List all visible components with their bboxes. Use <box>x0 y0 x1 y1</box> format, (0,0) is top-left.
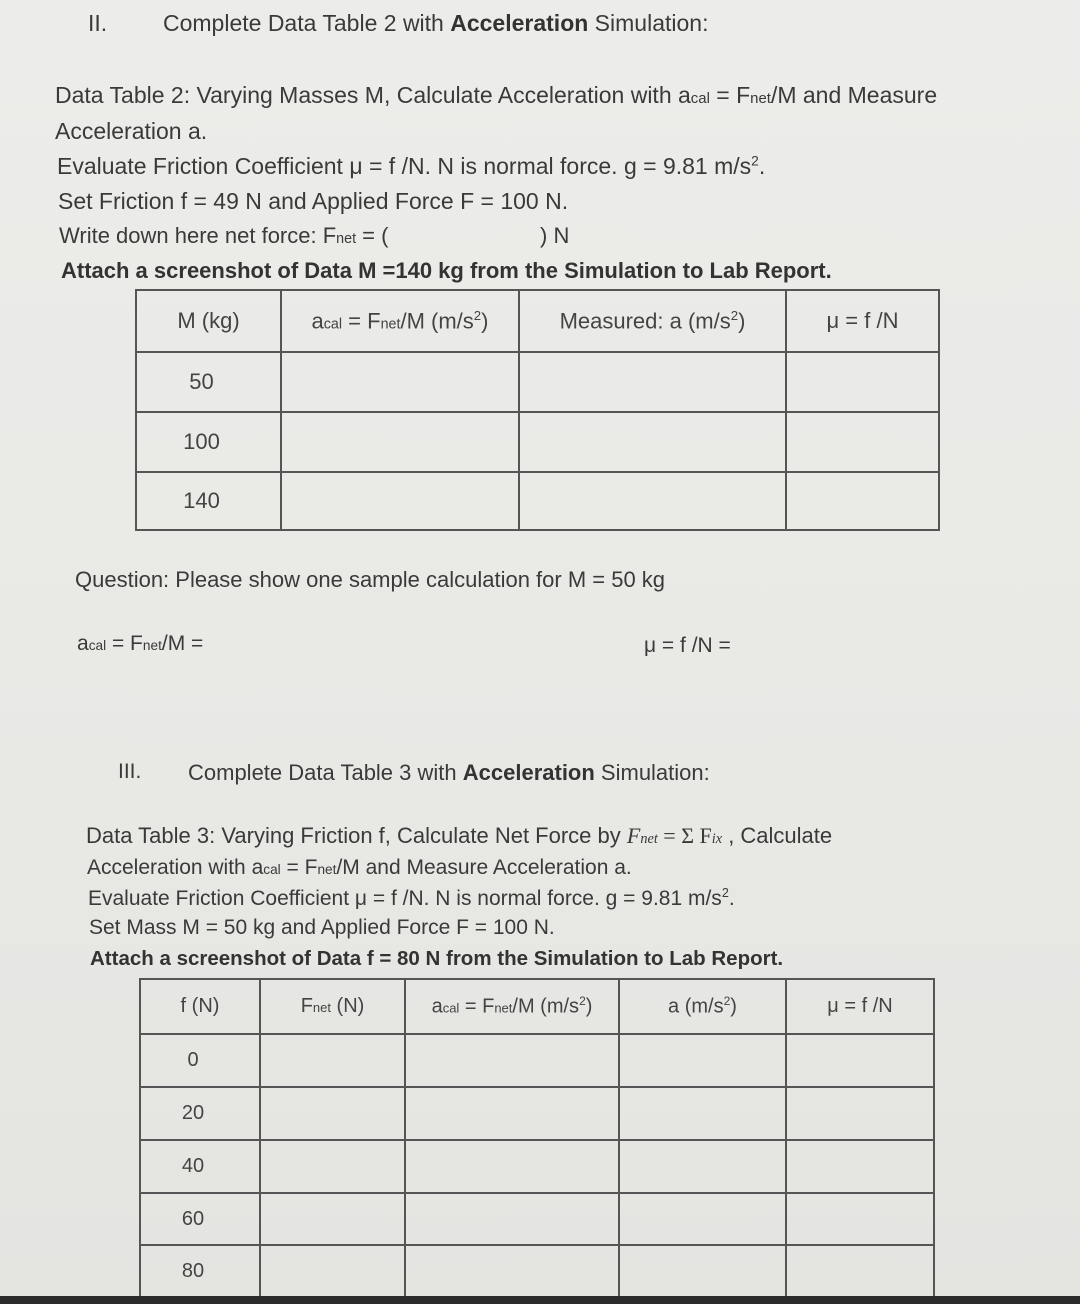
acal-calculation-prompt: acal = Fnet/M = <box>77 632 204 655</box>
net-force-input-cell[interactable] <box>260 1034 405 1087</box>
sample-calculation-question: Question: Please show one sample calculation for M = 50 kg <box>75 567 666 592</box>
table-2-description-line-2: Acceleration a. <box>55 118 208 144</box>
table-3-description-line-2: Acceleration with acal = Fnet/M and Measure Acceleration a. <box>87 856 632 879</box>
header-acal: acal = Fnet/M $(m/s^2)$ <box>405 979 619 1034</box>
net-force-prompt: Write down here net force: Fnet = ( <box>59 223 389 248</box>
table-header-row <box>140 979 934 1034</box>
table-3-friction-line: Evaluate Friction Coefficient μ = f /N. N is normal force. g = 9.81 $m/s^2$. <box>88 886 735 910</box>
table-row <box>140 1245 934 1297</box>
table-3-set-line: Set Mass M = 50 kg and Applied Force F = 100 N. <box>89 916 555 939</box>
mu-input-cell[interactable] <box>786 352 939 412</box>
header-measured-a: a $(m/s^2)$ <box>619 979 786 1034</box>
acal-input-cell[interactable] <box>281 352 519 412</box>
measured-input-cell[interactable] <box>619 1193 786 1245</box>
net-force-input-cell[interactable] <box>260 1193 405 1245</box>
friction-cell: 0 <box>140 1034 260 1087</box>
header-mu: μ = f /N <box>786 290 939 352</box>
table-2-friction-line: Evaluate Friction Coefficient μ = f /N. N is normal force. g = 9.81 $m/s^2$. <box>57 153 766 179</box>
net-force-input-cell[interactable] <box>260 1140 405 1193</box>
section-3-title: Complete Data Table 3 with Acceleration Simulation: <box>188 760 710 785</box>
data-table-3 <box>139 978 935 1298</box>
acal-input-cell[interactable] <box>405 1034 619 1087</box>
friction-cell: 60 <box>140 1193 260 1245</box>
mu-calculation-prompt: μ = f /N = <box>644 634 731 657</box>
measured-input-cell[interactable] <box>619 1087 786 1140</box>
table-row <box>140 1087 934 1140</box>
measured-input-cell[interactable] <box>619 1034 786 1087</box>
mu-input-cell[interactable] <box>786 412 939 472</box>
friction-cell: 40 <box>140 1140 260 1193</box>
acal-input-cell[interactable] <box>405 1087 619 1140</box>
net-force-unit: ) N <box>540 223 570 248</box>
measured-input-cell[interactable] <box>519 352 786 412</box>
table-3-attach-instruction: Attach a screenshot of Data f = 80 N from the Simulation to Lab Report. <box>90 947 784 970</box>
table-row <box>140 1193 934 1245</box>
mass-cell: 50 <box>136 352 281 412</box>
header-mass: M (kg) <box>136 290 281 352</box>
mu-input-cell[interactable] <box>786 1245 934 1297</box>
table-row <box>136 352 939 412</box>
table-header-row <box>136 290 939 352</box>
table-2-set-line: Set Friction f = 49 N and Applied Force F = 100 N. <box>58 188 569 214</box>
friction-cell: 20 <box>140 1087 260 1140</box>
measured-input-cell[interactable] <box>519 412 786 472</box>
net-force-input-cell[interactable] <box>260 1087 405 1140</box>
header-friction: f (N) <box>140 979 260 1034</box>
mu-input-cell[interactable] <box>786 1034 934 1087</box>
header-mu: μ = f /N <box>786 979 934 1034</box>
mu-input-cell[interactable] <box>786 472 939 530</box>
acal-input-cell[interactable] <box>405 1193 619 1245</box>
measured-input-cell[interactable] <box>619 1245 786 1297</box>
acal-input-cell[interactable] <box>405 1140 619 1193</box>
friction-cell: 80 <box>140 1245 260 1297</box>
section-3-number: III. <box>118 760 142 783</box>
table-row <box>140 1140 934 1193</box>
section-2-number: II. <box>88 10 108 36</box>
table-2-attach-instruction: Attach a screenshot of Data M =140 kg from the Simulation to Lab Report. <box>61 258 832 283</box>
table-3-description-line-1: Data Table 3: Varying Friction f, Calculate Net Force by Fnet = Σ Fix , Calculate <box>86 823 833 848</box>
screen-bezel <box>0 1296 1080 1304</box>
mu-input-cell[interactable] <box>786 1140 934 1193</box>
table-row <box>136 412 939 472</box>
net-force-input-cell[interactable] <box>260 1245 405 1297</box>
table-2-description-line-1: Data Table 2: Varying Masses M, Calculate Acceleration with acal = Fnet/M and Measure <box>55 82 938 108</box>
mass-cell: 100 <box>136 412 281 472</box>
mu-input-cell[interactable] <box>786 1193 934 1245</box>
section-2-title: Complete Data Table 2 with Acceleration Simulation: <box>163 10 709 36</box>
header-net-force: Fnet (N) <box>260 979 405 1034</box>
mass-cell: 140 <box>136 472 281 530</box>
measured-input-cell[interactable] <box>519 472 786 530</box>
acal-input-cell[interactable] <box>281 472 519 530</box>
data-table-2 <box>135 289 940 531</box>
header-measured: Measured: a $(m/s^2)$ <box>519 290 786 352</box>
table-row <box>136 472 939 530</box>
table-row <box>140 1034 934 1087</box>
mu-input-cell[interactable] <box>786 1087 934 1140</box>
acal-input-cell[interactable] <box>281 412 519 472</box>
header-acal: acal = Fnet/M $(m/s^2)$ <box>281 290 519 352</box>
acal-input-cell[interactable] <box>405 1245 619 1297</box>
measured-input-cell[interactable] <box>619 1140 786 1193</box>
